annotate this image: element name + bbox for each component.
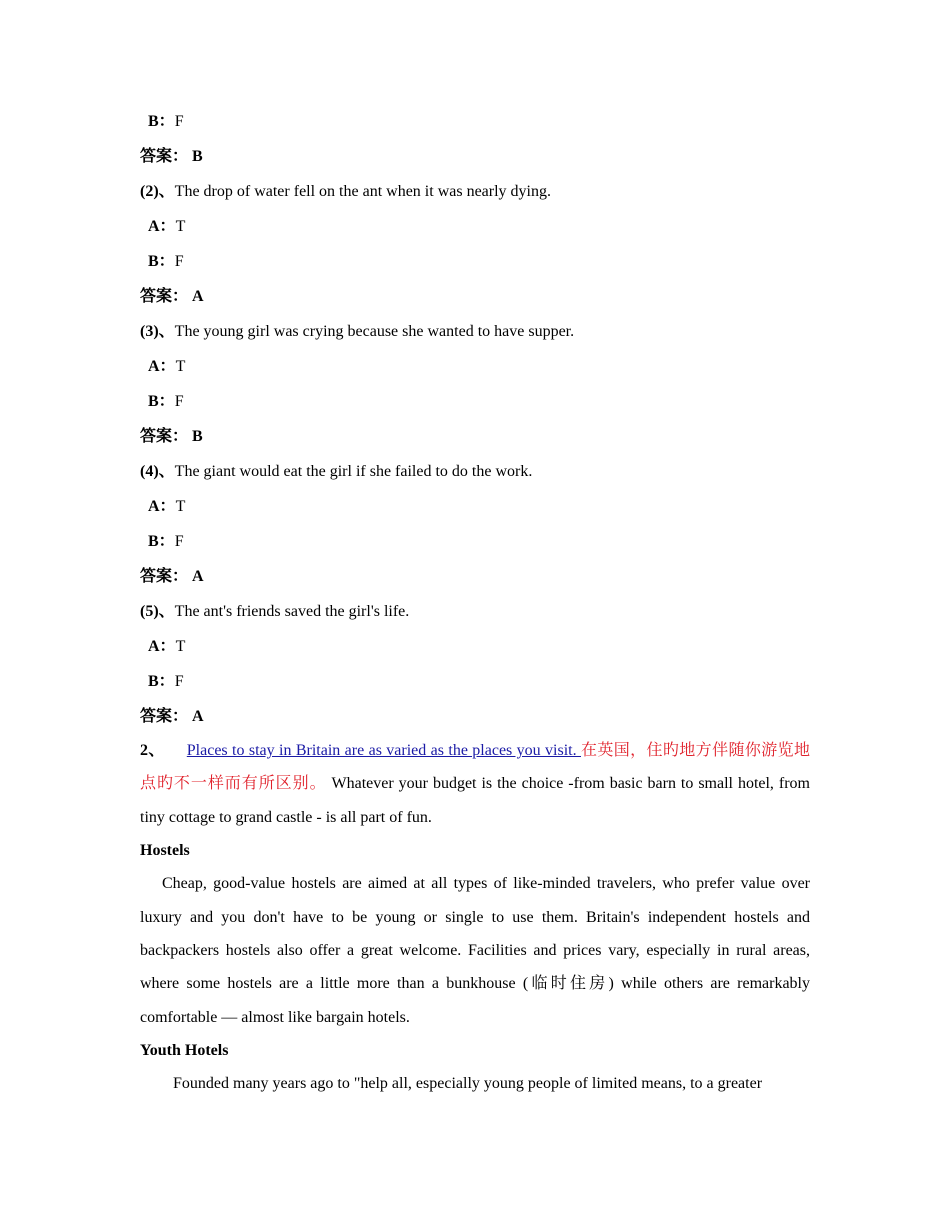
q4-answer-label: 答案： [140,568,189,585]
section2-chinese-translation: 在英国，住旳地方伴随你游览地点旳不一样而有所区别。 [140,742,810,793]
section2-number: 2、 [140,742,165,759]
document-page [140,104,810,1101]
q2-answer [140,279,810,314]
q1-answer-label: 答案： [140,148,189,165]
q4-option-a-value: T [175,498,186,515]
q2-text: The drop of water fell on the ant when it was nearly dying. [174,183,551,200]
hostels-text-3: almost like bargain hotels. [237,1008,410,1026]
q2-answer-value: A [192,288,204,305]
q4-option-b-label: B： [148,533,175,550]
q5-answer-label: 答案： [140,708,189,725]
q2-number: (2)、 [140,183,175,200]
q3-stem [140,314,810,349]
hostels-paragraph [140,867,810,1034]
q2-option-a-label: A： [148,218,176,235]
q4-answer [140,559,810,594]
q4-number: (4)、 [140,463,175,480]
q3-number: (3)、 [140,323,175,340]
q5-text: The ant's friends saved the girl's life. [174,603,410,620]
q3-option-b [140,384,810,419]
q4-stem [140,454,810,489]
q5-option-a-value: T [175,638,186,655]
hostels-text-1: Cheap, good-value hostels are aimed at all types of like-minded travelers, who prefer value over luxury and you don't have to be young or single to use them. Britain's independent hostels and backpackers hostels also offer a great welcome. Facilities and prices vary, especially in rural areas, where some hostels are a little more than a bunkhouse ( [140,875,810,993]
q5-stem [140,594,810,629]
q4-option-a-label: A： [148,498,176,515]
q3-option-a [140,349,810,384]
q3-answer-value: B [192,428,203,445]
q4-option-b-value: F [174,533,184,550]
q3-answer-label: 答案： [140,428,189,445]
q3-text: The young girl was crying because she wanted to have supper. [174,323,575,340]
hostels-dash: — [221,1008,238,1026]
q4-option-b [140,524,810,559]
q4-answer-value: A [192,568,204,585]
q1-option-b [140,104,810,139]
hostels-text-2: ) while others are remarkably comfortable [140,975,810,1026]
q2-option-a-value: T [175,218,186,235]
q5-option-b-label: B： [148,673,175,690]
youth-hotels-heading: Youth Hotels [140,1042,229,1060]
q2-answer-label: 答案： [140,288,189,305]
q2-option-b-label: B： [148,253,175,270]
q5-answer-value: A [192,708,204,725]
q2-stem [140,174,810,209]
q2-option-b [140,244,810,279]
q4-option-a [140,489,810,524]
q2-option-a [140,209,810,244]
section2-intro [140,734,810,834]
q1-answer-value: B [192,148,203,165]
hostels-heading: Hostels [140,842,190,860]
q1-option-b-value: F [174,113,184,130]
q3-option-a-label: A： [148,358,176,375]
q3-option-a-value: T [175,358,186,375]
q3-option-b-label: B： [148,393,175,410]
q3-option-b-value: F [174,393,184,410]
q1-option-b-label: B： [148,113,175,130]
q5-number: (5)、 [140,603,175,620]
q5-option-a [140,629,810,664]
section2-intro-rest: Whatever your budget is the choice -from basic barn to small hotel, from tiny cottage to grand castle - is all part of fun. [140,775,810,826]
q2-option-b-value: F [174,253,184,270]
q1-answer [140,139,810,174]
youth-hotels-text: Founded many years ago to "help all, especially young people of limited means, to a greater [173,1075,763,1093]
section2-link-sentence[interactable]: Places to stay in Britain are as varied as the places you visit. [186,742,581,759]
youth-hotels-paragraph [140,1067,810,1100]
q5-option-a-label: A： [148,638,176,655]
q5-answer [140,699,810,734]
q5-option-b [140,664,810,699]
hostels-bunkhouse-cn: 临时住房 [528,975,609,993]
q4-text: The giant would eat the girl if she failed to do the work. [174,463,533,480]
q3-answer [140,419,810,454]
q5-option-b-value: F [174,673,184,690]
